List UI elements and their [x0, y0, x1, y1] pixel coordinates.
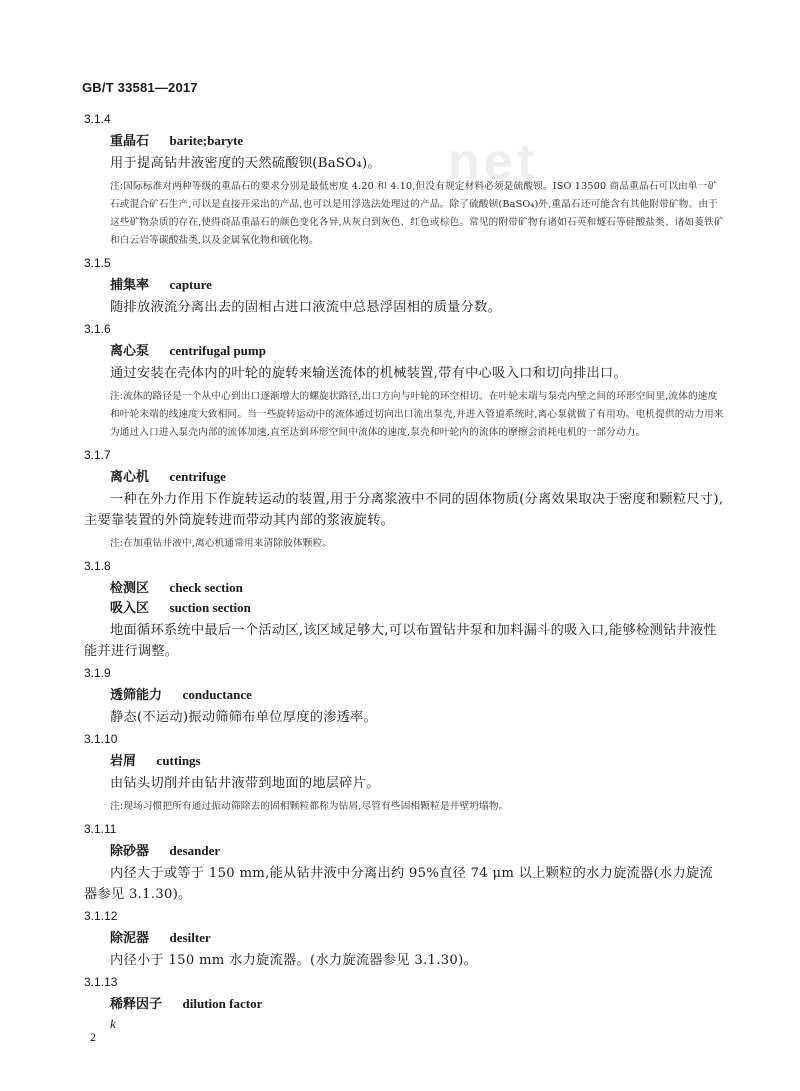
- document-body: [84, 112, 724, 1034]
- term-definition: 一种在外力作用下作旋转运动的装置,用于分离浆液中不同的固体物质(分离效果取决于密度和颗粒尺寸),主要靠装置的外筒旋转进而带动其内部的浆液旋转。: [84, 492, 724, 528]
- term-chinese: 重晶石: [110, 134, 150, 149]
- term-chinese: 捕集率: [110, 278, 150, 293]
- term-chinese: 检测区: [110, 581, 150, 596]
- clause-number: 3.1.10: [84, 732, 118, 746]
- clause-number: 3.1.5: [84, 256, 111, 270]
- term-note: [110, 535, 724, 553]
- term-entry: [84, 975, 724, 1032]
- term-entry: [84, 822, 724, 905]
- term-definition: 随排放液流分离出去的固相占进口液流中总悬浮固相的质量分数。: [110, 300, 502, 315]
- term-english: capture: [169, 277, 212, 292]
- note-label: 注:: [110, 801, 124, 812]
- term-heading: [110, 580, 724, 597]
- note-text: 流体的路径是一个从中心到出口逐渐增大的螺旋状路径,出口方向与叶轮的环空相切。在叶轮末端与泵壳内壁之间的环形空间里,流体的速度和叶轮末端的线速度大致相同。当一些旋转运动中的流体通过切向出口流出泵壳,并进入管道系统时,离心泵就做了有用功。电机提供的动力用来为通过入口进入泵壳内部的流体加速,直至达到环形空间中流体的速度,泵壳和叶轮内的流体的摩擦会消耗电机的一部分动力。: [110, 391, 724, 438]
- note-label: 注:: [110, 181, 124, 192]
- term-english: centrifuge: [169, 469, 226, 484]
- term-chinese: 吸入区: [110, 601, 150, 616]
- note-text: 国际标准对两种等级的重晶石的要求分别是最低密度 4.20 和 4.10,但没有规定材料必须是硫酸钡。ISO 13500 商品重晶石可以由单一矿石或混合矿石生产,可以是直接开采出的产品,也可以是用浮选法处理过的产品。除了硫酸钡(BaSO₄)外,重晶石还可能含有其他附带矿物。由于这些矿物杂质的存在,使得商品重晶石的颜色变化各异,从灰白到灰色、红色或棕色。常见的附带矿物有诸如石英和燧石等硅酸盐类、诸如菱铁矿和白云岩等碳酸盐类,以及金属氧化物和硫化物。: [110, 181, 724, 246]
- term-english: dilution factor: [182, 996, 263, 1011]
- term-heading: [110, 930, 724, 947]
- term-definition: 由钻头切削并由钻井液带到地面的地层碎片。: [110, 776, 380, 791]
- clause-number: 3.1.11: [84, 822, 117, 836]
- watermark: net: [448, 133, 538, 191]
- clause-number: 3.1.6: [84, 322, 111, 336]
- term-definition: 静态(不运动)振动筛筛布单位厚度的渗透率。: [110, 710, 378, 725]
- term-english: suction section: [169, 600, 251, 615]
- term-heading: [110, 133, 724, 150]
- term-heading: [110, 753, 724, 770]
- term-english: desander: [169, 843, 221, 858]
- term-entry: [84, 666, 724, 728]
- clause-number: 3.1.9: [84, 666, 111, 680]
- term-english: check section: [169, 580, 243, 595]
- term-chinese: 除泥器: [110, 931, 150, 946]
- term-definition: 用于提高钻井液密度的天然硫酸钡(BaSO₄)。: [110, 156, 381, 171]
- term-chinese: 离心机: [110, 470, 150, 485]
- term-note: [110, 388, 724, 442]
- term-entry: [84, 256, 724, 318]
- term-definition: 通过安装在壳体内的叶轮的旋转来输送流体的机械装置,带有中心吸入口和切向排出口。: [110, 366, 628, 381]
- term-heading: [110, 996, 724, 1013]
- clause-number: 3.1.12: [84, 909, 118, 923]
- term-definition: 地面循环系统中最后一个活动区,该区域足够大,可以布置钻井泵和加料漏斗的吸入口,能够检测钻井液性能并进行调整。: [84, 623, 717, 659]
- term-english: barite;baryte: [169, 133, 244, 148]
- term-chinese: 离心泵: [110, 344, 150, 359]
- clause-number: 3.1.8: [84, 559, 111, 573]
- clause-number: 3.1.13: [84, 975, 118, 989]
- term-heading: [110, 343, 724, 360]
- term-definition: 内径大于或等于 150 mm,能从钻井液中分离出约 95%直径 74 μm 以上颗粒的水力旋流器(水力旋流器参见 3.1.30)。: [84, 866, 713, 902]
- clause-number: 3.1.4: [84, 112, 111, 126]
- term-entry: [84, 112, 724, 250]
- term-heading: [110, 843, 724, 860]
- clause-number: 3.1.7: [84, 448, 111, 462]
- term-heading: [110, 277, 724, 294]
- term-english: cuttings: [156, 753, 201, 768]
- term-entry: [84, 909, 724, 971]
- term-definition: 内径小于 150 mm 水力旋流器。(水力旋流器参见 3.1.30)。: [110, 953, 478, 968]
- note-label: 注:: [110, 391, 124, 402]
- term-entry: [84, 322, 724, 442]
- term-symbol: k: [110, 1016, 116, 1031]
- term-entry: [84, 559, 724, 662]
- term-chinese: 稀释因子: [110, 997, 163, 1012]
- term-heading: [110, 687, 724, 704]
- term-english: conductance: [182, 687, 252, 702]
- page-number: 2: [90, 1030, 96, 1044]
- term-chinese: 岩屑: [110, 754, 137, 769]
- term-note: [110, 798, 724, 816]
- term-heading: [110, 469, 724, 486]
- standard-header: GB/T 33581—2017: [82, 80, 198, 95]
- term-entry: [84, 732, 724, 816]
- note-text: 在加重钻井液中,离心机通常用来清除胶体颗粒。: [123, 538, 333, 549]
- term-chinese: 除砂器: [110, 844, 150, 859]
- note-text: 现场习惯把所有通过振动筛除去的固相颗粒都称为钻屑,尽管有些固相颗粒是井壁坍塌物。: [123, 801, 509, 812]
- term-note: [110, 178, 724, 250]
- term-heading-synonym: [110, 600, 724, 617]
- term-chinese: 透筛能力: [110, 688, 163, 703]
- note-label: 注:: [110, 538, 124, 549]
- term-english: desilter: [169, 930, 211, 945]
- term-entry: [84, 448, 724, 553]
- term-english: centrifugal pump: [169, 343, 266, 358]
